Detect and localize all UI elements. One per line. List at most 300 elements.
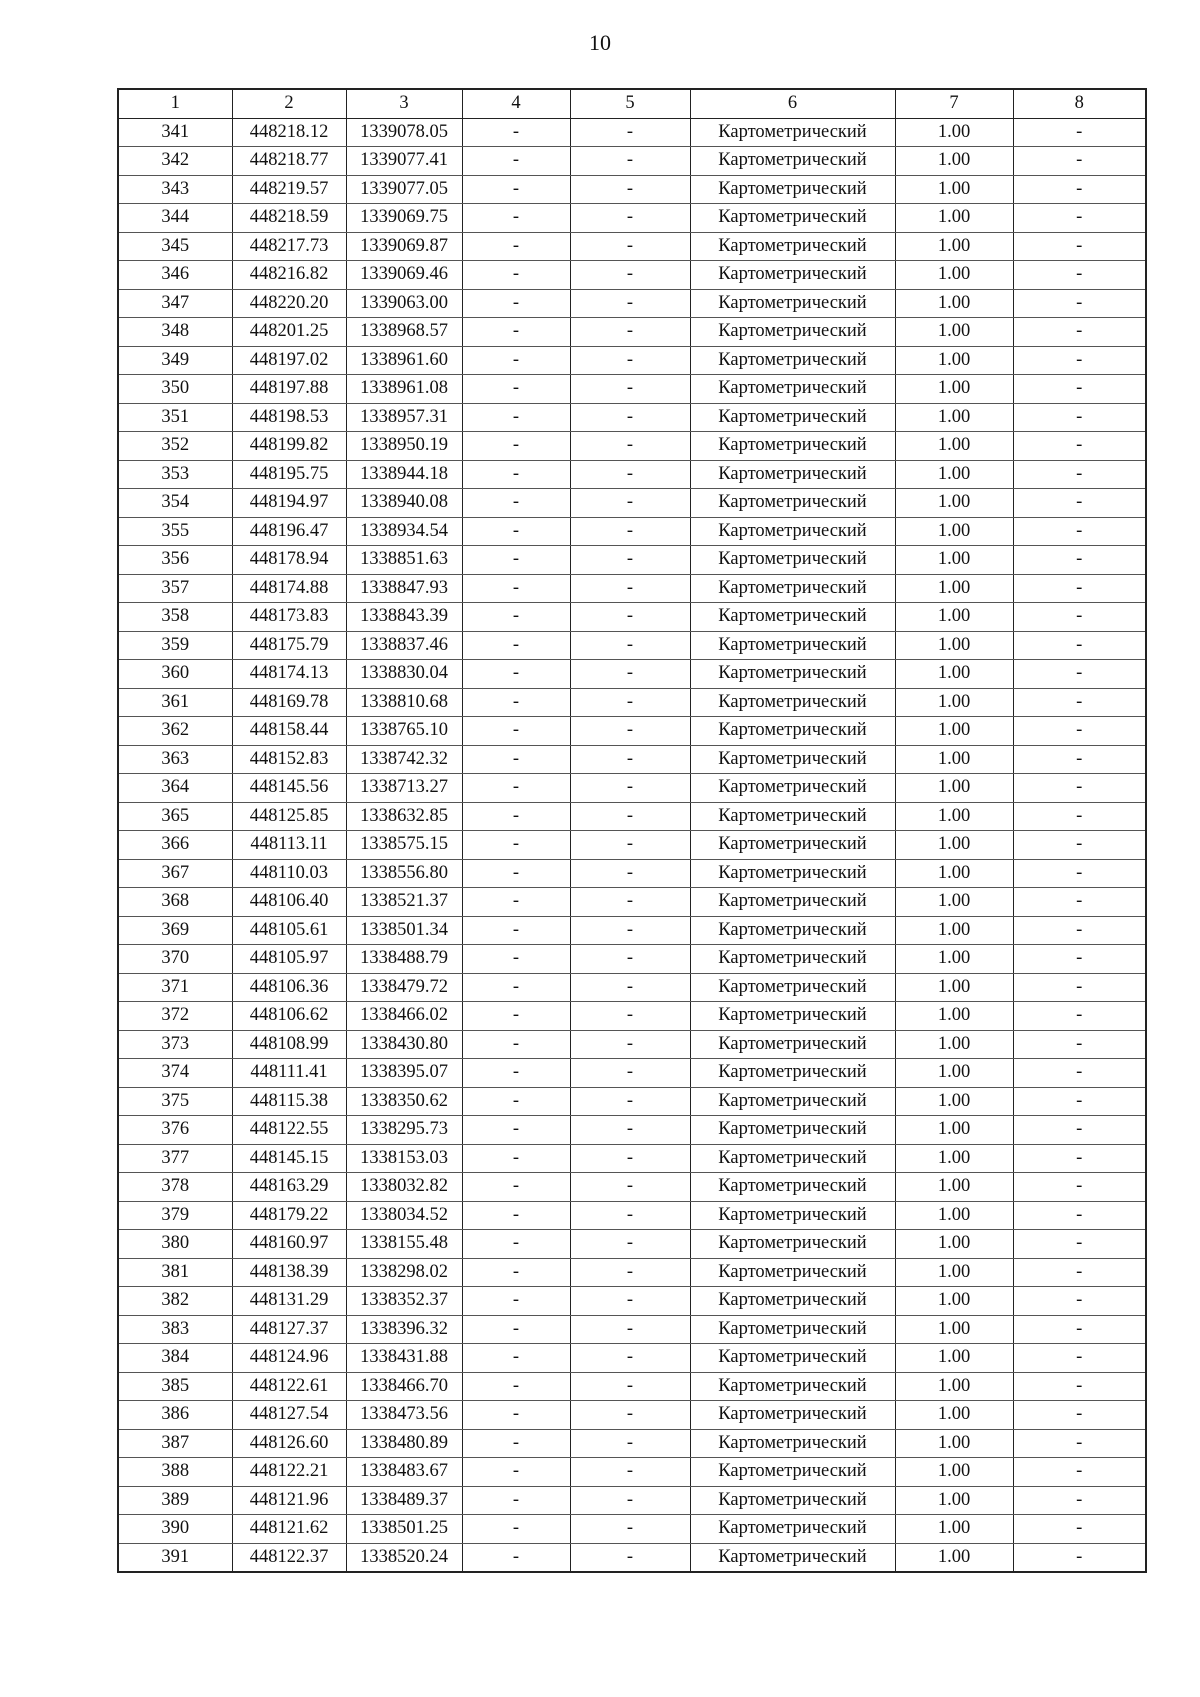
method-cell: Картометрический [690,1344,895,1373]
col-5-value-cell: - [570,232,690,261]
accuracy-cell: 1.00 [895,1543,1013,1572]
x-coordinate-cell: 448195.75 [232,460,346,489]
col-4-value-cell: - [462,289,570,318]
table-row [118,717,1146,746]
x-coordinate-cell: 448194.97 [232,489,346,518]
y-coordinate-cell: 1338968.57 [346,318,462,347]
y-coordinate-cell: 1338034.52 [346,1201,462,1230]
accuracy-cell: 1.00 [895,631,1013,660]
y-coordinate-cell: 1338843.39 [346,603,462,632]
col-4-value-cell: - [462,1173,570,1202]
col-5-value-cell: - [570,1258,690,1287]
y-coordinate-cell: 1338934.54 [346,517,462,546]
x-coordinate-cell: 448158.44 [232,717,346,746]
x-coordinate-cell: 448160.97 [232,1230,346,1259]
col-4-value-cell: - [462,688,570,717]
point-number-cell: 366 [118,831,232,860]
col-5-value-cell: - [570,175,690,204]
col-4-value-cell: - [462,1087,570,1116]
col-5-value-cell: - [570,1002,690,1031]
x-coordinate-cell: 448121.96 [232,1486,346,1515]
col-5-value-cell: - [570,1230,690,1259]
method-cell: Картометрический [690,147,895,176]
accuracy-cell: 1.00 [895,1201,1013,1230]
col-5-value-cell: - [570,1144,690,1173]
point-number-cell: 386 [118,1401,232,1430]
y-coordinate-cell: 1338961.60 [346,346,462,375]
accuracy-cell: 1.00 [895,118,1013,147]
y-coordinate-cell: 1338521.37 [346,888,462,917]
point-number-cell: 355 [118,517,232,546]
y-coordinate-cell: 1339077.05 [346,175,462,204]
method-cell: Картометрический [690,1230,895,1259]
method-cell: Картометрический [690,1458,895,1487]
accuracy-cell: 1.00 [895,175,1013,204]
table-row [118,1401,1146,1430]
accuracy-cell: 1.00 [895,717,1013,746]
col-4-value-cell: - [462,1230,570,1259]
x-coordinate-cell: 448145.56 [232,774,346,803]
col-8-value-cell: - [1013,1030,1146,1059]
column-header-6: 6 [690,89,895,118]
point-number-cell: 389 [118,1486,232,1515]
point-number-cell: 379 [118,1201,232,1230]
col-5-value-cell: - [570,1543,690,1572]
table-row [118,631,1146,660]
col-8-value-cell: - [1013,118,1146,147]
method-cell: Картометрический [690,973,895,1002]
table-row [118,745,1146,774]
x-coordinate-cell: 448199.82 [232,432,346,461]
method-cell: Картометрический [690,517,895,546]
x-coordinate-cell: 448197.02 [232,346,346,375]
col-5-value-cell: - [570,1030,690,1059]
point-number-cell: 357 [118,574,232,603]
table-row [118,1344,1146,1373]
col-4-value-cell: - [462,745,570,774]
col-4-value-cell: - [462,403,570,432]
col-8-value-cell: - [1013,232,1146,261]
col-5-value-cell: - [570,147,690,176]
col-8-value-cell: - [1013,289,1146,318]
x-coordinate-cell: 448152.83 [232,745,346,774]
method-cell: Картометрический [690,574,895,603]
column-header-5: 5 [570,89,690,118]
point-number-cell: 383 [118,1315,232,1344]
col-4-value-cell: - [462,147,570,176]
x-coordinate-cell: 448218.77 [232,147,346,176]
x-coordinate-cell: 448197.88 [232,375,346,404]
y-coordinate-cell: 1338501.25 [346,1515,462,1544]
col-8-value-cell: - [1013,1287,1146,1316]
accuracy-cell: 1.00 [895,147,1013,176]
table-row [118,1429,1146,1458]
col-5-value-cell: - [570,118,690,147]
y-coordinate-cell: 1338396.32 [346,1315,462,1344]
accuracy-cell: 1.00 [895,1458,1013,1487]
column-header-3: 3 [346,89,462,118]
x-coordinate-cell: 448110.03 [232,859,346,888]
point-number-cell: 367 [118,859,232,888]
accuracy-cell: 1.00 [895,603,1013,632]
y-coordinate-cell: 1338479.72 [346,973,462,1002]
col-5-value-cell: - [570,375,690,404]
point-number-cell: 353 [118,460,232,489]
point-number-cell: 363 [118,745,232,774]
col-8-value-cell: - [1013,1429,1146,1458]
col-8-value-cell: - [1013,318,1146,347]
col-4-value-cell: - [462,1515,570,1544]
col-4-value-cell: - [462,232,570,261]
col-4-value-cell: - [462,1201,570,1230]
x-coordinate-cell: 448111.41 [232,1059,346,1088]
col-8-value-cell: - [1013,147,1146,176]
method-cell: Картометрический [690,1087,895,1116]
table-row [118,403,1146,432]
accuracy-cell: 1.00 [895,289,1013,318]
point-number-cell: 347 [118,289,232,318]
col-8-value-cell: - [1013,1372,1146,1401]
y-coordinate-cell: 1338350.62 [346,1087,462,1116]
table-row [118,118,1146,147]
col-5-value-cell: - [570,546,690,575]
point-number-cell: 358 [118,603,232,632]
accuracy-cell: 1.00 [895,204,1013,233]
point-number-cell: 375 [118,1087,232,1116]
point-number-cell: 384 [118,1344,232,1373]
accuracy-cell: 1.00 [895,1002,1013,1031]
table-row [118,261,1146,290]
accuracy-cell: 1.00 [895,916,1013,945]
y-coordinate-cell: 1338851.63 [346,546,462,575]
y-coordinate-cell: 1338961.08 [346,375,462,404]
y-coordinate-cell: 1338153.03 [346,1144,462,1173]
y-coordinate-cell: 1339069.87 [346,232,462,261]
y-coordinate-cell: 1338489.37 [346,1486,462,1515]
col-5-value-cell: - [570,631,690,660]
table-row [118,1116,1146,1145]
table-row [118,831,1146,860]
x-coordinate-cell: 448145.15 [232,1144,346,1173]
coordinates-table [117,88,1147,1573]
point-number-cell: 343 [118,175,232,204]
point-number-cell: 342 [118,147,232,176]
accuracy-cell: 1.00 [895,745,1013,774]
method-cell: Картометрический [690,546,895,575]
y-coordinate-cell: 1338950.19 [346,432,462,461]
col-5-value-cell: - [570,1372,690,1401]
col-8-value-cell: - [1013,1458,1146,1487]
col-4-value-cell: - [462,859,570,888]
col-5-value-cell: - [570,261,690,290]
table-row [118,1230,1146,1259]
col-4-value-cell: - [462,660,570,689]
table-row [118,318,1146,347]
col-8-value-cell: - [1013,945,1146,974]
y-coordinate-cell: 1338556.80 [346,859,462,888]
accuracy-cell: 1.00 [895,1258,1013,1287]
col-4-value-cell: - [462,1372,570,1401]
col-5-value-cell: - [570,1287,690,1316]
method-cell: Картометрический [690,916,895,945]
table-row [118,1087,1146,1116]
y-coordinate-cell: 1338501.34 [346,916,462,945]
col-5-value-cell: - [570,517,690,546]
col-5-value-cell: - [570,916,690,945]
point-number-cell: 346 [118,261,232,290]
col-8-value-cell: - [1013,802,1146,831]
x-coordinate-cell: 448124.96 [232,1344,346,1373]
col-8-value-cell: - [1013,1144,1146,1173]
col-5-value-cell: - [570,1173,690,1202]
col-8-value-cell: - [1013,517,1146,546]
point-number-cell: 364 [118,774,232,803]
x-coordinate-cell: 448127.54 [232,1401,346,1430]
x-coordinate-cell: 448138.39 [232,1258,346,1287]
table-row [118,1144,1146,1173]
accuracy-cell: 1.00 [895,1030,1013,1059]
x-coordinate-cell: 448122.61 [232,1372,346,1401]
x-coordinate-cell: 448216.82 [232,261,346,290]
col-5-value-cell: - [570,289,690,318]
col-5-value-cell: - [570,717,690,746]
x-coordinate-cell: 448105.61 [232,916,346,945]
x-coordinate-cell: 448105.97 [232,945,346,974]
method-cell: Картометрический [690,489,895,518]
x-coordinate-cell: 448115.38 [232,1087,346,1116]
col-8-value-cell: - [1013,1059,1146,1088]
col-5-value-cell: - [570,432,690,461]
table-row [118,147,1146,176]
method-cell: Картометрический [690,660,895,689]
table-row [118,1287,1146,1316]
table-row [118,232,1146,261]
accuracy-cell: 1.00 [895,831,1013,860]
accuracy-cell: 1.00 [895,460,1013,489]
accuracy-cell: 1.00 [895,1401,1013,1430]
col-8-value-cell: - [1013,1201,1146,1230]
point-number-cell: 373 [118,1030,232,1059]
y-coordinate-cell: 1338431.88 [346,1344,462,1373]
y-coordinate-cell: 1338032.82 [346,1173,462,1202]
col-4-value-cell: - [462,973,570,1002]
table-row [118,1372,1146,1401]
point-number-cell: 352 [118,432,232,461]
accuracy-cell: 1.00 [895,660,1013,689]
y-coordinate-cell: 1339069.46 [346,261,462,290]
accuracy-cell: 1.00 [895,802,1013,831]
col-8-value-cell: - [1013,1315,1146,1344]
table-row [118,1543,1146,1572]
x-coordinate-cell: 448201.25 [232,318,346,347]
col-8-value-cell: - [1013,204,1146,233]
col-8-value-cell: - [1013,973,1146,1002]
col-4-value-cell: - [462,603,570,632]
method-cell: Картометрический [690,232,895,261]
accuracy-cell: 1.00 [895,1287,1013,1316]
y-coordinate-cell: 1339077.41 [346,147,462,176]
point-number-cell: 381 [118,1258,232,1287]
col-4-value-cell: - [462,1458,570,1487]
method-cell: Картометрический [690,859,895,888]
x-coordinate-cell: 448122.55 [232,1116,346,1145]
accuracy-cell: 1.00 [895,1116,1013,1145]
col-8-value-cell: - [1013,1543,1146,1572]
col-8-value-cell: - [1013,1486,1146,1515]
col-5-value-cell: - [570,688,690,717]
col-4-value-cell: - [462,1344,570,1373]
point-number-cell: 387 [118,1429,232,1458]
method-cell: Картометрический [690,1059,895,1088]
method-cell: Картометрический [690,318,895,347]
accuracy-cell: 1.00 [895,1230,1013,1259]
method-cell: Картометрический [690,688,895,717]
method-cell: Картометрический [690,945,895,974]
col-8-value-cell: - [1013,831,1146,860]
method-cell: Картометрический [690,375,895,404]
x-coordinate-cell: 448198.53 [232,403,346,432]
col-4-value-cell: - [462,118,570,147]
col-8-value-cell: - [1013,660,1146,689]
point-number-cell: 360 [118,660,232,689]
table-row [118,888,1146,917]
accuracy-cell: 1.00 [895,403,1013,432]
y-coordinate-cell: 1338395.07 [346,1059,462,1088]
col-4-value-cell: - [462,916,570,945]
x-coordinate-cell: 448196.47 [232,517,346,546]
col-8-value-cell: - [1013,717,1146,746]
point-number-cell: 349 [118,346,232,375]
col-4-value-cell: - [462,346,570,375]
x-coordinate-cell: 448125.85 [232,802,346,831]
col-5-value-cell: - [570,745,690,774]
method-cell: Картометрический [690,1030,895,1059]
y-coordinate-cell: 1338830.04 [346,660,462,689]
col-8-value-cell: - [1013,546,1146,575]
table-row [118,774,1146,803]
col-8-value-cell: - [1013,631,1146,660]
col-8-value-cell: - [1013,1515,1146,1544]
page-number: 10 [589,30,611,55]
x-coordinate-cell: 448127.37 [232,1315,346,1344]
accuracy-cell: 1.00 [895,859,1013,888]
method-cell: Картометрический [690,1116,895,1145]
method-cell: Картометрический [690,346,895,375]
y-coordinate-cell: 1338957.31 [346,403,462,432]
point-number-cell: 388 [118,1458,232,1487]
col-5-value-cell: - [570,403,690,432]
col-5-value-cell: - [570,973,690,1002]
point-number-cell: 368 [118,888,232,917]
col-4-value-cell: - [462,261,570,290]
x-coordinate-cell: 448169.78 [232,688,346,717]
col-4-value-cell: - [462,802,570,831]
table-row [118,489,1146,518]
point-number-cell: 370 [118,945,232,974]
column-header-8: 8 [1013,89,1146,118]
accuracy-cell: 1.00 [895,232,1013,261]
accuracy-cell: 1.00 [895,546,1013,575]
table-row [118,859,1146,888]
point-number-cell: 356 [118,546,232,575]
col-4-value-cell: - [462,1315,570,1344]
y-coordinate-cell: 1338480.89 [346,1429,462,1458]
x-coordinate-cell: 448106.62 [232,1002,346,1031]
point-number-cell: 350 [118,375,232,404]
col-5-value-cell: - [570,460,690,489]
col-8-value-cell: - [1013,859,1146,888]
col-5-value-cell: - [570,859,690,888]
point-number-cell: 385 [118,1372,232,1401]
accuracy-cell: 1.00 [895,517,1013,546]
col-4-value-cell: - [462,774,570,803]
col-5-value-cell: - [570,1315,690,1344]
col-5-value-cell: - [570,1201,690,1230]
x-coordinate-cell: 448106.36 [232,973,346,1002]
col-8-value-cell: - [1013,261,1146,290]
col-8-value-cell: - [1013,1173,1146,1202]
y-coordinate-cell: 1338940.08 [346,489,462,518]
col-4-value-cell: - [462,460,570,489]
y-coordinate-cell: 1339069.75 [346,204,462,233]
x-coordinate-cell: 448220.20 [232,289,346,318]
accuracy-cell: 1.00 [895,1344,1013,1373]
col-8-value-cell: - [1013,1258,1146,1287]
method-cell: Картометрический [690,888,895,917]
method-cell: Картометрический [690,1258,895,1287]
col-4-value-cell: - [462,175,570,204]
x-coordinate-cell: 448217.73 [232,232,346,261]
accuracy-cell: 1.00 [895,688,1013,717]
method-cell: Картометрический [690,1287,895,1316]
col-5-value-cell: - [570,346,690,375]
column-header-7: 7 [895,89,1013,118]
x-coordinate-cell: 448131.29 [232,1287,346,1316]
point-number-cell: 345 [118,232,232,261]
col-8-value-cell: - [1013,1230,1146,1259]
accuracy-cell: 1.00 [895,774,1013,803]
method-cell: Картометрический [690,1201,895,1230]
y-coordinate-cell: 1338473.56 [346,1401,462,1430]
col-5-value-cell: - [570,1087,690,1116]
col-8-value-cell: - [1013,774,1146,803]
method-cell: Картометрический [690,1543,895,1572]
table-row [118,1515,1146,1544]
accuracy-cell: 1.00 [895,1315,1013,1344]
table-row [118,460,1146,489]
method-cell: Картометрический [690,204,895,233]
table-row [118,802,1146,831]
method-cell: Картометрический [690,118,895,147]
col-4-value-cell: - [462,1144,570,1173]
point-number-cell: 359 [118,631,232,660]
table-row [118,432,1146,461]
col-5-value-cell: - [570,489,690,518]
point-number-cell: 351 [118,403,232,432]
y-coordinate-cell: 1338742.32 [346,745,462,774]
y-coordinate-cell: 1338298.02 [346,1258,462,1287]
method-cell: Картометрический [690,774,895,803]
x-coordinate-cell: 448218.12 [232,118,346,147]
column-header-1: 1 [118,89,232,118]
x-coordinate-cell: 448174.88 [232,574,346,603]
y-coordinate-cell: 1338713.27 [346,774,462,803]
table-row [118,175,1146,204]
x-coordinate-cell: 448122.37 [232,1543,346,1572]
table-row [118,375,1146,404]
table-row [118,1173,1146,1202]
col-5-value-cell: - [570,945,690,974]
